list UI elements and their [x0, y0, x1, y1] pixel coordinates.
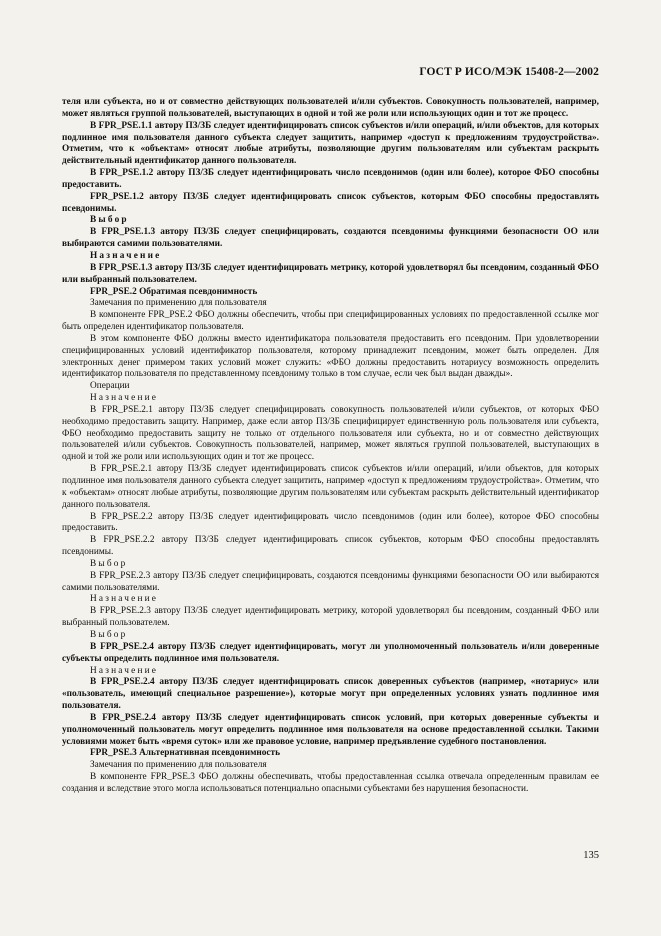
paragraph: Замечания по применению для пользователя [90, 760, 267, 771]
paragraph: теля или субъекта, но и от совместно действующих пользователей и/или субъектов. Совокупность пользователей, например, может являться группой пользователей, выступающих в одной и той же роли или использующих один и тот же процесс. [62, 97, 599, 119]
paragraph: В FPR_PSE.2.3 автору ПЗ/ЗБ следует специфицировать, создаются псевдонимы функциями безопасности ОО или выбираются самими пользователями. [62, 570, 599, 593]
paragraph: В FPR_PSE.1.3 автору ПЗ/ЗБ следует специфицировать, создаются псевдонимы функциями безопасности ОО или выбираются самими пользователями. [62, 227, 599, 250]
paragraph: Выбор [90, 215, 129, 226]
page-number: 135 [583, 850, 599, 861]
paragraph: Замечания по применению для пользователя [90, 298, 267, 309]
paragraph: Назначение [90, 594, 159, 605]
paragraph: Операции [90, 381, 130, 392]
paragraph: Назначение [90, 250, 162, 261]
paragraph: FPR_PSE.2 Обратимая псевдонимность [90, 286, 258, 297]
paragraph: Назначение [90, 393, 159, 404]
paragraph: В FPR_PSE.2.4 автору ПЗ/ЗБ следует идентифицировать список условий, при которых доверенные субъекты и уполномоченный пользователь могут определить подлинное имя пользователя на основе предоставленной ссылки. Такими условиями может быть «время суток» или же правовое условие, например предъявление судебного постановления. [62, 712, 599, 747]
paragraph: Назначение [90, 665, 159, 676]
paragraph: В FPR_PSE.1.2 автору ПЗ/ЗБ следует идентифицировать число псевдонимов (один или более), которое ФБО способны предоставить. [62, 168, 599, 190]
paragraph: FPR_PSE.3 Альтернативная псевдонимность [90, 748, 281, 759]
document-body [62, 97, 599, 796]
paragraph: Выбор [90, 629, 128, 640]
paragraph: В FPR_PSE.2.3 автору ПЗ/ЗБ следует идентифицировать метрику, которой удовлетворял бы псевдоним, созданный ФБО или выбранный пользователем. [62, 606, 599, 629]
paragraph: В компоненте FPR_PSE.3 ФБО должны обеспечивать, чтобы предоставленная ссылка отвечала определенным правилам ее создания и вследствие этого могла использоваться потенциально опасными субъектами без нарушения безопасности. [62, 772, 599, 794]
paragraph: В FPR_PSE.1.3 автору ПЗ/ЗБ следует идентифицировать метрику, которой удовлетворял бы псевдоним, созданный ФБО или выбранный пользователем. [62, 262, 599, 285]
paragraph: В FPR_PSE.2.4 автору ПЗ/ЗБ следует идентифицировать, могут ли уполномоченный пользователь и/или доверенные субъекты определить подлинное имя пользователя. [62, 641, 599, 664]
paragraph: FPR_PSE.1.2 автору ПЗ/ЗБ следует идентифицировать список субъектов, которым ФБО способны предоставлять псевдонимы. [62, 191, 599, 214]
paragraph: В FPR_PSE.2.2 автору ПЗ/ЗБ следует идентифицировать число псевдонимов (один или более), которое ФБО способны предоставить. [62, 511, 599, 534]
paragraph: В этом компоненте ФБО должны вместо идентификатора пользователя предоставить его псевдоним. При удовлетворении специфицированных условий идентификатор пользователя, которому принадлежит псевдоним, может быть определен. Для электронных денег примером таких условий может служить: «ФБО должны предоставить нотариусу возможность определить идентификатор пользователя по представленному псевдониму только в том случае, если чек был выдан дважды». [62, 333, 599, 380]
paragraph: В FPR_PSE.2.1 автору ПЗ/ЗБ следует идентифицировать список субъектов и/или операций, и/или объектов, для которых подлинное имя пользователя данного субъекта следует защитить, например «доступ к предложениям трудоустройства». Отметим, что к «объектам» относят любые атрибуты, позволяющие другим пользователям или субъектам раскрыть действительный идентификатор данного пользователя. [62, 464, 599, 510]
page-header: ГОСТ Р ИСО/МЭК 15408-2—2002 [419, 66, 599, 78]
paragraph: В компоненте FPR_PSE.2 ФБО должны обеспечить, чтобы при специфицированных условиях по предоставленной ссылке мог быть определен идентификатор пользователя. [62, 310, 599, 333]
paragraph: Выбор [90, 558, 128, 569]
paragraph: В FPR_PSE.2.4 автору ПЗ/ЗБ следует идентифицировать список доверенных субъектов (например, «нотариус» или «пользователь, имеющий специальное разрешение»), которые могут при определенных условиях узнать подлинное имя пользователя. [62, 677, 599, 712]
paragraph: В FPR_PSE.1.1 автору ПЗ/ЗБ следует идентифицировать список субъектов и/или операций, и/или объектов, для которых подлинное имя пользователя данного субъекта следует защитить, например «доступ к предложениям трудоустройства». Отметим, что к «объектам» относят любые атрибуты, позволяющие другим пользователям или субъектам раскрыть действительный идентификатор данного пользователя. [62, 120, 599, 167]
paragraph: В FPR_PSE.2.2 автору ПЗ/ЗБ следует идентифицировать список субъектов, которым ФБО способны предоставлять псевдонимы. [62, 535, 599, 558]
paragraph: В FPR_PSE.2.1 автору ПЗ/ЗБ следует специфицировать совокупность пользователей и/или субъектов, от которых ФБО необходимо предоставить защиту. Например, даже если автор ПЗ/ЗБ специфицирует единственную роль пользователя или субъекта, ФБО необходимо предоставить защиту не только от отдельного пользователя или субъекта, но и от совместно действующих пользователей и/или субъектов. Совокупность пользователей, например, может являться группой пользователей, выступающих в одной и той же роли или использующих один и тот же процесс. [62, 404, 599, 463]
